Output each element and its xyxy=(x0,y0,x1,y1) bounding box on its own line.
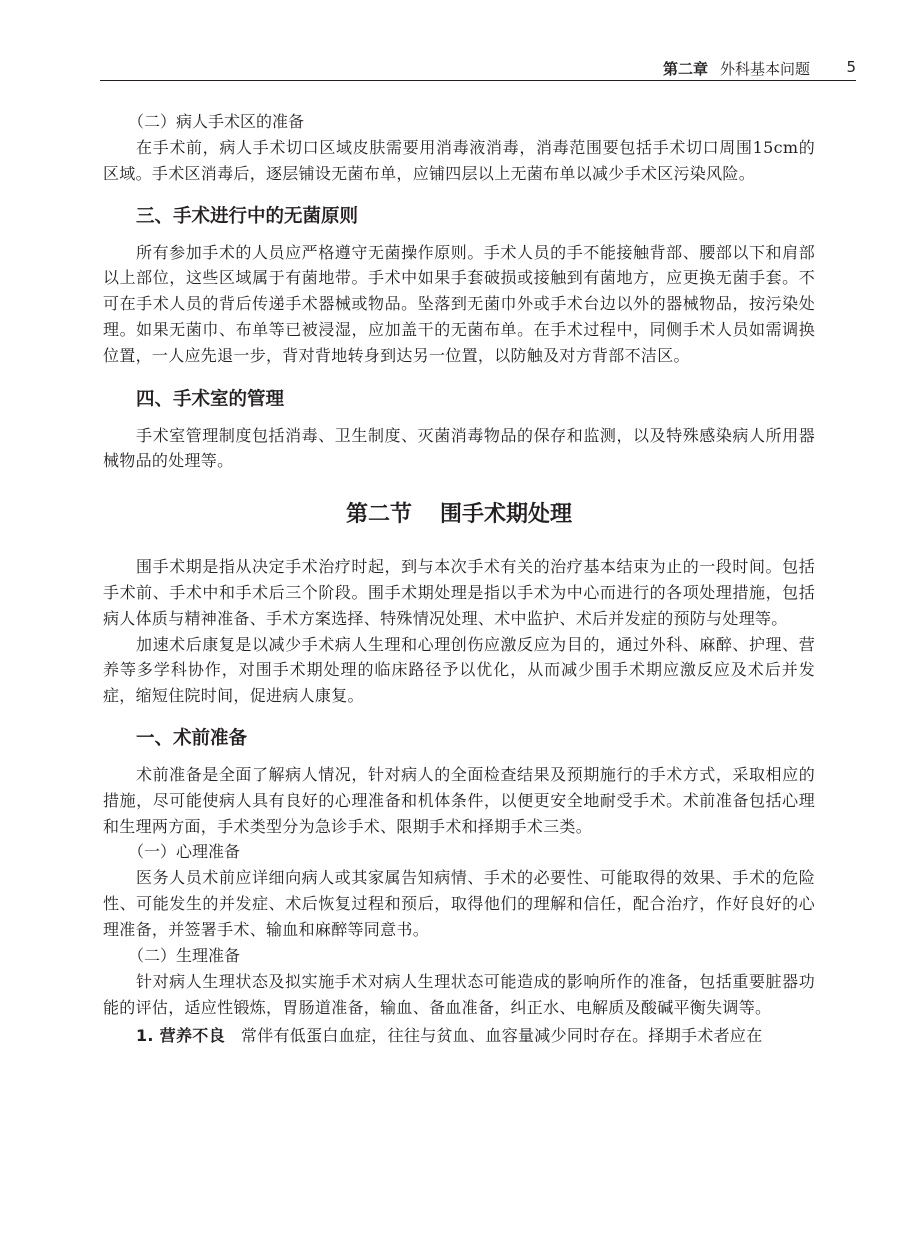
paragraph-psychological-preparation: 医务人员术前应详细向病人或其家属告知病情、手术的必要性、可能取得的效果、手术的危险性、可能发生的并发症、术后恢复过程和预后，取得他们的理解和信任，配合治疗，作好良好的心理准备，并签署手术、输血和麻醉等同意书。 xyxy=(103,868,815,939)
header-divider xyxy=(100,80,856,81)
list-item-text: 常伴有低蛋白血症，往往与贫血、血容量减少同时存在。择期手术者应在 xyxy=(240,1026,763,1046)
subheading-patient-surgical-area: （二）病人手术区的准备 xyxy=(128,112,305,131)
paragraph-perioperative-definition: 围手术期是指从决定手术治疗时起，到与本次手术有关的治疗基本结束为止的一段时间。包括手术前、手术中和手术后三个阶段。围手术期处理是指以手术为中心而进行的各项处理措施，包括病人体质与精神准备、手术方案选择、特殊情况处理、术中监护、术后并发症的预防与处理等。 xyxy=(103,557,815,628)
section-name: 围手术期处理 xyxy=(440,502,573,528)
heading-preoperative-preparation: 一、术前准备 xyxy=(136,727,248,749)
paragraph-patient-surgical-area: 在手术前，病人手术切口区域皮肤需要用消毒液消毒，消毒范围要包括手术切口周围15cm的区域。手术区消毒后，逐层铺设无菌布单，应铺四层以上无菌布单以减少手术区污染风险。 xyxy=(103,138,815,183)
subheading-physiological-preparation: （二）生理准备 xyxy=(128,945,241,965)
chapter-heading xyxy=(663,58,810,79)
subheading-psychological-preparation: （一）心理准备 xyxy=(128,842,241,862)
page-content xyxy=(103,109,815,1049)
list-item-malnutrition xyxy=(103,1023,815,1049)
heading-operating-room-management: 四、手术室的管理 xyxy=(136,388,285,410)
paragraph-physiological-preparation: 针对病人生理状态及拟实施手术对病人生理状态可能造成的影响所作的准备，包括重要脏器功能的评估，适应性锻炼，胃肠道准备，输血、备血准备，纠正水、电解质及酸碱平衡失调等。 xyxy=(103,971,815,1017)
paragraph-enhanced-recovery: 加速术后康复是以减少手术病人生理和心理创伤应激反应为目的，通过外科、麻醉、护理、营养等多学科协作，对围手术期处理的临床路径予以优化，从而减少围手术期应激反应及术后并发症，缩短住院时间，促进病人康复。 xyxy=(103,634,815,706)
heading-aseptic-principles: 三、手术进行中的无菌原则 xyxy=(136,205,359,227)
section-number: 第二节 xyxy=(345,502,412,528)
page-number: 5 xyxy=(846,58,856,76)
paragraph-preoperative-preparation: 术前准备是全面了解病人情况，针对病人的全面检查结果及预期施行的手术方式，采取相应的措施，尽可能使病人具有良好的心理准备和机体条件，以便更安全地耐受手术。术前准备包括心理和生理两方面，手术类型分为急诊手术、限期手术和择期手术三类。 xyxy=(103,764,815,836)
running-header xyxy=(100,58,856,80)
chapter-number: 第二章 xyxy=(662,60,708,78)
paragraph-aseptic-principles: 所有参加手术的人员应严格遵守无菌操作原则。手术人员的手不能接触背部、腰部以下和肩部以上部位，这些区域属于有菌地带。手术中如果手套破损或接触到有菌地方，应更换无菌手套。不可在手术人员的背后传递手术器械或物品。坠落到无菌巾外或手术台边以外的器械物品，按污染处理。如果无菌巾、布单等已被浸湿，应加盖干的无菌布单。在手术过程中，同侧手术人员如需调换位置，一人应先退一步，背对背地转身到达另一位置，以防触及对方背部不洁区。 xyxy=(103,242,815,365)
chapter-title: 外科基本问题 xyxy=(719,60,810,78)
list-item-label: 1. 营养不良 xyxy=(136,1026,225,1046)
section-title xyxy=(103,500,815,530)
paragraph-operating-room-management: 手术室管理制度包括消毒、卫生制度、灭菌消毒物品的保存和监测，以及特殊感染病人所用器械物品的处理等。 xyxy=(103,425,815,471)
